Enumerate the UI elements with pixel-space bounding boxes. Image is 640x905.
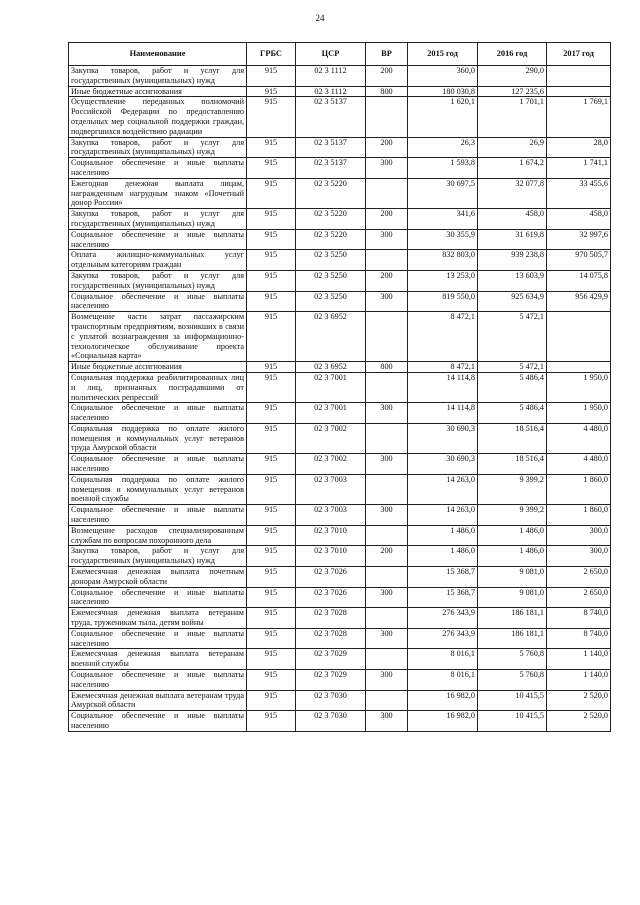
row-2015-cell: 16 982,0 bbox=[408, 711, 478, 732]
row-2017-cell: 4 480,0 bbox=[547, 423, 611, 453]
row-2015-cell: 832 803,0 bbox=[408, 250, 478, 271]
row-vr-cell: 300 bbox=[366, 587, 408, 608]
row-2016-cell: 5 472,1 bbox=[478, 312, 547, 362]
row-2017-cell: 2 650,0 bbox=[547, 587, 611, 608]
row-grbs-cell: 915 bbox=[247, 505, 296, 526]
table-row bbox=[69, 423, 611, 453]
row-grbs-cell: 915 bbox=[247, 608, 296, 629]
table-row bbox=[69, 567, 611, 588]
row-csr-cell: 02 3 5220 bbox=[296, 209, 366, 230]
row-2017-cell: 2 650,0 bbox=[547, 567, 611, 588]
row-name-cell: Социальное обеспечение и иные выплаты населению bbox=[69, 505, 247, 526]
row-grbs-cell: 915 bbox=[247, 454, 296, 475]
row-name-cell: Иные бюджетные ассигнования bbox=[69, 86, 247, 97]
row-2017-cell: 33 455,6 bbox=[547, 178, 611, 208]
row-name-cell: Иные бюджетные ассигнования bbox=[69, 362, 247, 373]
row-grbs-cell: 915 bbox=[247, 97, 296, 137]
row-2016-cell: 5 760,8 bbox=[478, 670, 547, 691]
row-csr-cell: 02 3 7010 bbox=[296, 525, 366, 546]
row-name-cell: Закупка товаров, работ и услуг для государственных (муниципальных) нужд bbox=[69, 270, 247, 291]
row-name-cell: Закупка товаров, работ и услуг для государственных (муниципальных) нужд bbox=[69, 546, 247, 567]
row-2015-cell: 1 593,8 bbox=[408, 158, 478, 179]
row-2016-cell: 9 399,2 bbox=[478, 505, 547, 526]
row-2017-cell: 4 480,0 bbox=[547, 454, 611, 475]
table-row bbox=[69, 454, 611, 475]
row-name-cell: Закупка товаров, работ и услуг для государственных (муниципальных) нужд bbox=[69, 137, 247, 158]
row-name-cell: Социальная поддержка по оплате жилого помещения и коммунальных услуг ветеранов труда Амурской области bbox=[69, 423, 247, 453]
row-grbs-cell: 915 bbox=[247, 137, 296, 158]
row-csr-cell: 02 3 5137 bbox=[296, 158, 366, 179]
row-grbs-cell: 915 bbox=[247, 567, 296, 588]
row-csr-cell: 02 3 7028 bbox=[296, 608, 366, 629]
row-name-cell: Ежемесячная денежная выплата почетным донорам Амурской области bbox=[69, 567, 247, 588]
row-name-cell: Возмещение части затрат пассажирским транспортным предприятиям, возникших в связи с уплатой вознаграждения за информационно-технологическое обслуживание проекта «Социальная карта» bbox=[69, 312, 247, 362]
table-row bbox=[69, 649, 611, 670]
row-vr-cell bbox=[366, 423, 408, 453]
row-2017-cell: 8 740,0 bbox=[547, 628, 611, 649]
row-csr-cell: 02 3 7030 bbox=[296, 690, 366, 711]
table-row bbox=[69, 362, 611, 373]
row-csr-cell: 02 3 7003 bbox=[296, 505, 366, 526]
row-csr-cell: 02 3 5220 bbox=[296, 229, 366, 250]
row-csr-cell: 02 3 5250 bbox=[296, 250, 366, 271]
table-row bbox=[69, 670, 611, 691]
row-csr-cell: 02 3 7026 bbox=[296, 587, 366, 608]
row-2017-cell: 300,0 bbox=[547, 525, 611, 546]
row-grbs-cell: 915 bbox=[247, 291, 296, 312]
col-header-csr: ЦСР bbox=[296, 43, 366, 66]
row-2015-cell: 13 253,0 bbox=[408, 270, 478, 291]
row-csr-cell: 02 3 6952 bbox=[296, 362, 366, 373]
row-2016-cell: 10 415,5 bbox=[478, 690, 547, 711]
row-2015-cell: 15 368,7 bbox=[408, 587, 478, 608]
row-2016-cell: 18 516,4 bbox=[478, 423, 547, 453]
row-2016-cell: 9 081,0 bbox=[478, 587, 547, 608]
row-2016-cell: 1 674,2 bbox=[478, 158, 547, 179]
row-2016-cell: 290,0 bbox=[478, 66, 547, 87]
row-2015-cell: 180 030,8 bbox=[408, 86, 478, 97]
row-grbs-cell: 915 bbox=[247, 649, 296, 670]
row-2016-cell: 186 181,1 bbox=[478, 608, 547, 629]
row-2016-cell: 5 486,4 bbox=[478, 403, 547, 424]
row-2017-cell bbox=[547, 362, 611, 373]
row-grbs-cell: 915 bbox=[247, 474, 296, 504]
row-name-cell: Возмещение расходов специализированным службам по вопросам похоронного дела bbox=[69, 525, 247, 546]
row-2017-cell: 970 505,7 bbox=[547, 250, 611, 271]
row-2017-cell: 14 075,8 bbox=[547, 270, 611, 291]
row-2016-cell: 9 081,0 bbox=[478, 567, 547, 588]
row-2015-cell: 14 263,0 bbox=[408, 474, 478, 504]
row-name-cell: Социальное обеспечение и иные выплаты населению bbox=[69, 403, 247, 424]
row-2015-cell: 360,0 bbox=[408, 66, 478, 87]
row-csr-cell: 02 3 7030 bbox=[296, 711, 366, 732]
row-vr-cell bbox=[366, 312, 408, 362]
row-vr-cell: 300 bbox=[366, 229, 408, 250]
row-grbs-cell: 915 bbox=[247, 209, 296, 230]
row-grbs-cell: 915 bbox=[247, 270, 296, 291]
table-row bbox=[69, 474, 611, 504]
row-grbs-cell: 915 bbox=[247, 690, 296, 711]
row-vr-cell: 300 bbox=[366, 628, 408, 649]
row-grbs-cell: 915 bbox=[247, 250, 296, 271]
row-2016-cell: 31 619,8 bbox=[478, 229, 547, 250]
row-2016-cell: 186 181,1 bbox=[478, 628, 547, 649]
row-2016-cell: 5 760,8 bbox=[478, 649, 547, 670]
row-vr-cell: 300 bbox=[366, 291, 408, 312]
row-2015-cell: 30 355,9 bbox=[408, 229, 478, 250]
row-2015-cell: 30 690,3 bbox=[408, 454, 478, 475]
row-vr-cell bbox=[366, 525, 408, 546]
row-csr-cell: 02 3 7002 bbox=[296, 423, 366, 453]
table-row bbox=[69, 270, 611, 291]
row-2015-cell: 8 016,1 bbox=[408, 670, 478, 691]
table-row bbox=[69, 229, 611, 250]
row-2016-cell: 5 472,1 bbox=[478, 362, 547, 373]
row-2015-cell: 276 343,9 bbox=[408, 628, 478, 649]
row-grbs-cell: 915 bbox=[247, 158, 296, 179]
row-2016-cell: 18 516,4 bbox=[478, 454, 547, 475]
row-name-cell: Социальная поддержка реабилитированных лиц и лиц, признанных пострадавшими от политических репрессий bbox=[69, 372, 247, 402]
row-csr-cell: 02 3 5220 bbox=[296, 178, 366, 208]
row-name-cell: Ежемесячная денежная выплата ветеранам труда, труженикам тыла, детям войны bbox=[69, 608, 247, 629]
row-2016-cell: 10 415,5 bbox=[478, 711, 547, 732]
table-row bbox=[69, 628, 611, 649]
table-row bbox=[69, 209, 611, 230]
row-2017-cell: 1 741,1 bbox=[547, 158, 611, 179]
row-vr-cell bbox=[366, 250, 408, 271]
row-name-cell: Социальная поддержка по оплате жилого помещения и коммунальных услуг ветеранов военной службы bbox=[69, 474, 247, 504]
row-vr-cell bbox=[366, 608, 408, 629]
row-2015-cell: 276 343,9 bbox=[408, 608, 478, 629]
row-2015-cell: 8 472,1 bbox=[408, 362, 478, 373]
row-2016-cell: 1 486,0 bbox=[478, 525, 547, 546]
row-vr-cell bbox=[366, 97, 408, 137]
row-grbs-cell: 915 bbox=[247, 66, 296, 87]
row-grbs-cell: 915 bbox=[247, 362, 296, 373]
row-vr-cell: 200 bbox=[366, 209, 408, 230]
table-row bbox=[69, 372, 611, 402]
row-2016-cell: 458,0 bbox=[478, 209, 547, 230]
table-row bbox=[69, 525, 611, 546]
row-vr-cell: 300 bbox=[366, 158, 408, 179]
table-row bbox=[69, 178, 611, 208]
row-2016-cell: 9 399,2 bbox=[478, 474, 547, 504]
row-2017-cell: 1 140,0 bbox=[547, 649, 611, 670]
row-vr-cell: 300 bbox=[366, 403, 408, 424]
col-header-2015: 2015 год bbox=[408, 43, 478, 66]
row-vr-cell: 300 bbox=[366, 711, 408, 732]
budget-table bbox=[68, 42, 611, 732]
row-csr-cell: 02 3 7003 bbox=[296, 474, 366, 504]
row-vr-cell bbox=[366, 372, 408, 402]
table-row bbox=[69, 690, 611, 711]
row-csr-cell: 02 3 5137 bbox=[296, 137, 366, 158]
row-vr-cell: 300 bbox=[366, 454, 408, 475]
row-vr-cell bbox=[366, 649, 408, 670]
table-row bbox=[69, 137, 611, 158]
table-row bbox=[69, 711, 611, 732]
row-vr-cell: 300 bbox=[366, 670, 408, 691]
row-name-cell: Социальное обеспечение и иные выплаты населению bbox=[69, 670, 247, 691]
table-row bbox=[69, 587, 611, 608]
row-name-cell: Ежемесячная денежная выплата ветеранам труда Амурской области bbox=[69, 690, 247, 711]
row-csr-cell: 02 3 1112 bbox=[296, 86, 366, 97]
row-2017-cell: 458,0 bbox=[547, 209, 611, 230]
row-name-cell: Закупка товаров, работ и услуг для государственных (муниципальных) нужд bbox=[69, 209, 247, 230]
table-row bbox=[69, 66, 611, 87]
row-2015-cell: 15 368,7 bbox=[408, 567, 478, 588]
row-name-cell: Осуществление переданных полномочий Российской Федерации по предоставлению отдельных мер социальной поддержки граждан, подвергшихся воздействию радиации bbox=[69, 97, 247, 137]
row-2015-cell: 30 697,5 bbox=[408, 178, 478, 208]
row-2015-cell: 8 016,1 bbox=[408, 649, 478, 670]
row-2017-cell: 1 860,0 bbox=[547, 505, 611, 526]
row-name-cell: Ежемесячная денежная выплата ветеранам военной службы bbox=[69, 649, 247, 670]
row-csr-cell: 02 3 5250 bbox=[296, 291, 366, 312]
col-header-2016: 2016 год bbox=[478, 43, 547, 66]
row-csr-cell: 02 3 7001 bbox=[296, 372, 366, 402]
row-2015-cell: 16 982,0 bbox=[408, 690, 478, 711]
row-grbs-cell: 915 bbox=[247, 403, 296, 424]
table-row bbox=[69, 97, 611, 137]
row-2016-cell: 13 603,9 bbox=[478, 270, 547, 291]
table-row bbox=[69, 403, 611, 424]
row-2015-cell: 1 620,1 bbox=[408, 97, 478, 137]
row-vr-cell bbox=[366, 567, 408, 588]
row-name-cell: Социальное обеспечение и иные выплаты населению bbox=[69, 229, 247, 250]
row-2015-cell: 819 550,0 bbox=[408, 291, 478, 312]
table-row bbox=[69, 86, 611, 97]
row-2017-cell bbox=[547, 312, 611, 362]
table-row bbox=[69, 546, 611, 567]
row-2017-cell bbox=[547, 86, 611, 97]
row-csr-cell: 02 3 7001 bbox=[296, 403, 366, 424]
row-name-cell: Социальное обеспечение и иные выплаты населению bbox=[69, 158, 247, 179]
row-name-cell: Оплата жилищно-коммунальных услуг отдельным категориям граждан bbox=[69, 250, 247, 271]
row-csr-cell: 02 3 7029 bbox=[296, 649, 366, 670]
row-csr-cell: 02 3 6952 bbox=[296, 312, 366, 362]
table-header-row bbox=[69, 43, 611, 66]
row-name-cell: Социальное обеспечение и иные выплаты населению bbox=[69, 291, 247, 312]
row-csr-cell: 02 3 7010 bbox=[296, 546, 366, 567]
row-2017-cell: 1 769,1 bbox=[547, 97, 611, 137]
table-row bbox=[69, 608, 611, 629]
row-grbs-cell: 915 bbox=[247, 546, 296, 567]
row-grbs-cell: 915 bbox=[247, 423, 296, 453]
row-2016-cell: 127 235,6 bbox=[478, 86, 547, 97]
row-2016-cell: 32 077,8 bbox=[478, 178, 547, 208]
row-grbs-cell: 915 bbox=[247, 525, 296, 546]
row-2015-cell: 14 114,8 bbox=[408, 403, 478, 424]
row-grbs-cell: 915 bbox=[247, 670, 296, 691]
row-csr-cell: 02 3 7026 bbox=[296, 567, 366, 588]
row-grbs-cell: 915 bbox=[247, 711, 296, 732]
row-2015-cell: 1 486,0 bbox=[408, 525, 478, 546]
row-2016-cell: 925 634,9 bbox=[478, 291, 547, 312]
row-csr-cell: 02 3 1112 bbox=[296, 66, 366, 87]
row-vr-cell: 200 bbox=[366, 66, 408, 87]
row-2017-cell: 2 520,0 bbox=[547, 711, 611, 732]
row-2017-cell bbox=[547, 66, 611, 87]
row-2017-cell: 2 520,0 bbox=[547, 690, 611, 711]
row-2017-cell: 1 950,0 bbox=[547, 403, 611, 424]
row-2015-cell: 8 472,1 bbox=[408, 312, 478, 362]
row-vr-cell: 200 bbox=[366, 137, 408, 158]
row-name-cell: Социальное обеспечение и иные выплаты населению bbox=[69, 454, 247, 475]
row-name-cell: Социальное обеспечение и иные выплаты населению bbox=[69, 711, 247, 732]
row-2015-cell: 30 690,3 bbox=[408, 423, 478, 453]
row-grbs-cell: 915 bbox=[247, 178, 296, 208]
row-csr-cell: 02 3 7028 bbox=[296, 628, 366, 649]
row-grbs-cell: 915 bbox=[247, 628, 296, 649]
row-2015-cell: 14 263,0 bbox=[408, 505, 478, 526]
row-2015-cell: 26,3 bbox=[408, 137, 478, 158]
row-2017-cell: 28,0 bbox=[547, 137, 611, 158]
row-2015-cell: 14 114,8 bbox=[408, 372, 478, 402]
table-row bbox=[69, 250, 611, 271]
row-vr-cell: 200 bbox=[366, 546, 408, 567]
row-name-cell: Социальное обеспечение и иные выплаты населению bbox=[69, 587, 247, 608]
table-row bbox=[69, 505, 611, 526]
row-vr-cell bbox=[366, 474, 408, 504]
row-grbs-cell: 915 bbox=[247, 229, 296, 250]
row-2016-cell: 939 238,8 bbox=[478, 250, 547, 271]
row-2015-cell: 1 486,0 bbox=[408, 546, 478, 567]
row-vr-cell bbox=[366, 690, 408, 711]
row-csr-cell: 02 3 5137 bbox=[296, 97, 366, 137]
row-vr-cell: 300 bbox=[366, 505, 408, 526]
row-2015-cell: 341,6 bbox=[408, 209, 478, 230]
row-2017-cell: 32 997,6 bbox=[547, 229, 611, 250]
col-header-name: Наименование bbox=[69, 43, 247, 66]
row-2016-cell: 1 486,0 bbox=[478, 546, 547, 567]
row-2017-cell: 1 140,0 bbox=[547, 670, 611, 691]
row-vr-cell: 200 bbox=[366, 270, 408, 291]
table-row bbox=[69, 158, 611, 179]
row-csr-cell: 02 3 7029 bbox=[296, 670, 366, 691]
row-vr-cell bbox=[366, 178, 408, 208]
row-2016-cell: 1 701,1 bbox=[478, 97, 547, 137]
table-row bbox=[69, 291, 611, 312]
table-body bbox=[69, 66, 611, 732]
col-header-2017: 2017 год bbox=[547, 43, 611, 66]
row-name-cell: Социальное обеспечение и иные выплаты населению bbox=[69, 628, 247, 649]
row-vr-cell: 800 bbox=[366, 86, 408, 97]
row-grbs-cell: 915 bbox=[247, 86, 296, 97]
row-2017-cell: 956 429,9 bbox=[547, 291, 611, 312]
table-row bbox=[69, 312, 611, 362]
row-2016-cell: 26,9 bbox=[478, 137, 547, 158]
row-grbs-cell: 915 bbox=[247, 312, 296, 362]
row-name-cell: Ежегодная денежная выплата лицам, награжденным нагрудным знаком «Почетный донор России» bbox=[69, 178, 247, 208]
row-name-cell: Закупка товаров, работ и услуг для государственных (муниципальных) нужд bbox=[69, 66, 247, 87]
row-2017-cell: 8 740,0 bbox=[547, 608, 611, 629]
row-2016-cell: 5 486,4 bbox=[478, 372, 547, 402]
row-csr-cell: 02 3 5250 bbox=[296, 270, 366, 291]
col-header-grbs: ГРБС bbox=[247, 43, 296, 66]
row-2017-cell: 1 950,0 bbox=[547, 372, 611, 402]
row-csr-cell: 02 3 7002 bbox=[296, 454, 366, 475]
col-header-vr: ВР bbox=[366, 43, 408, 66]
row-vr-cell: 800 bbox=[366, 362, 408, 373]
row-grbs-cell: 915 bbox=[247, 587, 296, 608]
row-2017-cell: 300,0 bbox=[547, 546, 611, 567]
row-grbs-cell: 915 bbox=[247, 372, 296, 402]
page-number: 24 bbox=[315, 13, 325, 23]
row-2017-cell: 1 860,0 bbox=[547, 474, 611, 504]
